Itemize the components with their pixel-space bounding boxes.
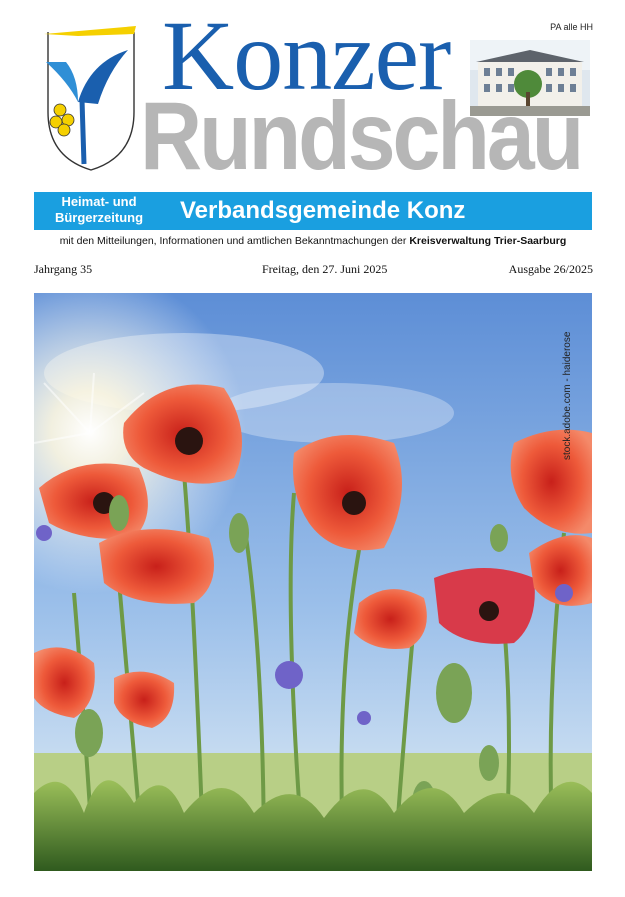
banner-tagline <box>34 194 164 226</box>
masthead-subtitle <box>34 235 592 247</box>
issue-date: Freitag, den 27. Juni 2025 <box>262 262 388 276</box>
masthead-title-line2: Rundschau <box>140 82 582 191</box>
photo-credit: stock.adobe.com - haiderose <box>562 331 573 460</box>
cover-photo-poppies <box>34 293 592 871</box>
banner-tagline-line2: Bürgerzeitung <box>54 210 144 225</box>
masthead-title-line1: Konzer <box>162 0 451 111</box>
banner-region-title: Verbandsgemeinde Konz <box>180 197 466 224</box>
edition-tag: PA alle HH <box>550 22 593 32</box>
coat-of-arms-logo <box>38 22 144 172</box>
volume-number: Jahrgang 35 <box>34 262 93 276</box>
header-banner <box>34 192 592 230</box>
subtitle-authority: Kreisverwaltung Trier-Saarburg <box>409 235 567 247</box>
banner-tagline-line1: Heimat- und <box>61 194 137 209</box>
subtitle-text: mit den Mitteilungen, Informationen und amtlichen Bekanntmachungen der <box>59 235 410 247</box>
issue-number: Ausgabe 26/2025 <box>508 262 593 276</box>
